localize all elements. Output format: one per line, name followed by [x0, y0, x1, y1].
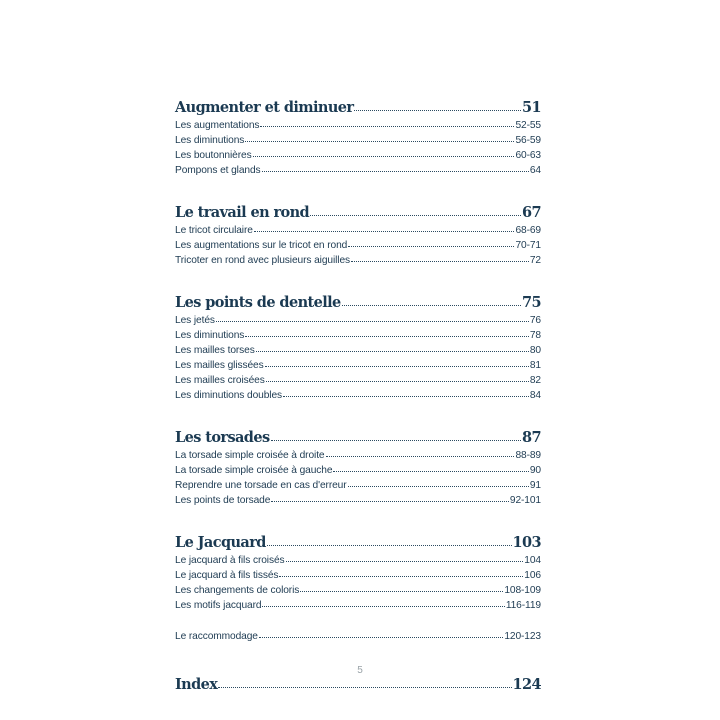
toc-section	[175, 420, 541, 506]
dot-leader	[351, 261, 529, 262]
dot-leader	[259, 637, 503, 638]
toc-section	[175, 525, 541, 611]
section-page: 75	[522, 294, 541, 311]
section-heading[interactable]	[175, 90, 541, 116]
dot-leader	[286, 561, 524, 562]
entry-label: Les mailles glissées	[175, 360, 264, 371]
dot-leader	[348, 246, 514, 247]
entry-page: 68-69	[515, 225, 541, 236]
section-spacer	[175, 506, 541, 525]
entry-label: Les jetés	[175, 315, 215, 326]
section-heading[interactable]	[175, 285, 541, 311]
entry-label: Les mailles torses	[175, 345, 255, 356]
entry-label: Tricoter en rond avec plusieurs aiguilles	[175, 255, 351, 266]
toc-entry[interactable]	[175, 326, 541, 341]
entry-label: Les augmentations sur le tricot en rond	[175, 240, 348, 251]
entry-label: Les diminutions	[175, 135, 245, 146]
toc-entry[interactable]	[175, 596, 541, 611]
toc-entry[interactable]	[175, 461, 541, 476]
toc-entry[interactable]	[175, 551, 541, 566]
entry-label: Les augmentations	[175, 120, 260, 131]
toc-entry[interactable]	[175, 311, 541, 326]
section-title: Augmenter et diminuer	[175, 99, 354, 116]
entry-label: La torsade simple croisée à droite	[175, 450, 325, 461]
entry-page: 64	[529, 165, 541, 176]
entry-page: 78	[529, 330, 541, 341]
dot-leader	[326, 456, 515, 457]
entry-page: 82	[529, 375, 541, 386]
dot-leader	[279, 576, 523, 577]
dot-leader	[271, 440, 521, 441]
toc-entry-raccommodage[interactable]	[175, 627, 541, 642]
entry-page: 120-123	[504, 631, 541, 642]
entry-page: 80	[529, 345, 541, 356]
entry-page: 81	[529, 360, 541, 371]
dot-leader	[245, 336, 529, 337]
section-spacer	[175, 401, 541, 420]
entry-label: Les points de torsade	[175, 495, 271, 506]
dot-leader	[271, 501, 509, 502]
section-heading[interactable]	[175, 525, 541, 551]
entry-label: Les changements de coloris	[175, 585, 300, 596]
dot-leader	[348, 486, 529, 487]
toc-entry[interactable]	[175, 161, 541, 176]
section-spacer	[175, 176, 541, 195]
section-page: 87	[522, 429, 541, 446]
entry-page: 70-71	[515, 240, 541, 251]
toc-entry[interactable]	[175, 236, 541, 251]
section-title: Le travail en rond	[175, 204, 310, 221]
index-title: Index	[175, 676, 218, 693]
entry-page: 72	[529, 255, 541, 266]
dot-leader	[245, 141, 514, 142]
entry-label: Le jacquard à fils croisés	[175, 555, 285, 566]
entry-label: Les motifs jacquard	[175, 600, 262, 611]
index-page: 124	[512, 676, 541, 693]
dot-leader	[354, 110, 521, 111]
section-spacer	[175, 266, 541, 285]
toc-section	[175, 285, 541, 401]
entry-label: Le jacquard à fils tissés	[175, 570, 279, 581]
entry-page: 84	[529, 390, 541, 401]
entry-label: Les mailles croisées	[175, 375, 265, 386]
toc-entry[interactable]	[175, 566, 541, 581]
section-page: 103	[512, 534, 541, 551]
toc-entry[interactable]	[175, 131, 541, 146]
toc-entry[interactable]	[175, 386, 541, 401]
toc-entry[interactable]	[175, 356, 541, 371]
toc-entry[interactable]	[175, 341, 541, 356]
entry-label: Le tricot circulaire	[175, 225, 253, 236]
toc-entry[interactable]	[175, 491, 541, 506]
dot-leader	[262, 606, 504, 607]
toc-entry[interactable]	[175, 146, 541, 161]
section-title: Le Jacquard	[175, 534, 266, 551]
section-page: 51	[522, 99, 541, 116]
entry-page: 106	[524, 570, 541, 581]
toc-entry[interactable]	[175, 251, 541, 266]
entry-page: 88-89	[515, 450, 541, 461]
entry-label: Reprendre une torsade en cas d'erreur	[175, 480, 347, 491]
toc-entry[interactable]	[175, 221, 541, 236]
toc-entry[interactable]	[175, 446, 541, 461]
dot-leader	[262, 171, 529, 172]
entry-label: Les diminutions doubles	[175, 390, 283, 401]
entry-page: 56-59	[515, 135, 541, 146]
section-spacer	[175, 642, 541, 667]
dot-leader	[256, 351, 529, 352]
section-spacer	[175, 611, 541, 627]
entry-label: Les diminutions	[175, 330, 245, 341]
dot-leader	[342, 305, 521, 306]
dot-leader	[283, 396, 529, 397]
table-of-contents	[175, 90, 541, 693]
dot-leader	[253, 156, 515, 157]
dot-leader	[300, 591, 503, 592]
dot-leader	[267, 545, 512, 546]
entry-label: Les boutonnières	[175, 150, 252, 161]
page-number: 5	[357, 665, 363, 676]
toc-section	[175, 195, 541, 266]
dot-leader	[265, 366, 529, 367]
entry-page: 76	[529, 315, 541, 326]
entry-page: 90	[529, 465, 541, 476]
dot-leader	[218, 687, 511, 688]
entry-page: 108-109	[504, 585, 541, 596]
entry-label: Le raccommodage	[175, 631, 258, 642]
entry-page: 91	[529, 480, 541, 491]
section-title: Les points de dentelle	[175, 294, 341, 311]
section-heading[interactable]	[175, 195, 541, 221]
toc-section	[175, 90, 541, 176]
entry-label: Pompons et glands	[175, 165, 261, 176]
toc-entry[interactable]	[175, 581, 541, 596]
section-page: 67	[522, 204, 541, 221]
section-heading[interactable]	[175, 420, 541, 446]
toc-entry[interactable]	[175, 476, 541, 491]
dot-leader	[216, 321, 529, 322]
dot-leader	[260, 126, 514, 127]
dot-leader	[310, 215, 521, 216]
entry-page: 92-101	[509, 495, 541, 506]
toc-entry[interactable]	[175, 371, 541, 386]
entry-label: La torsade simple croisée à gauche	[175, 465, 333, 476]
entry-page: 116-119	[505, 600, 541, 611]
dot-leader	[333, 471, 528, 472]
entry-page: 60-63	[515, 150, 541, 161]
dot-leader	[266, 381, 529, 382]
dot-leader	[254, 231, 515, 232]
toc-entry[interactable]	[175, 116, 541, 131]
entry-page: 104	[524, 555, 541, 566]
section-title: Les torsades	[175, 429, 270, 446]
entry-page: 52-55	[515, 120, 541, 131]
